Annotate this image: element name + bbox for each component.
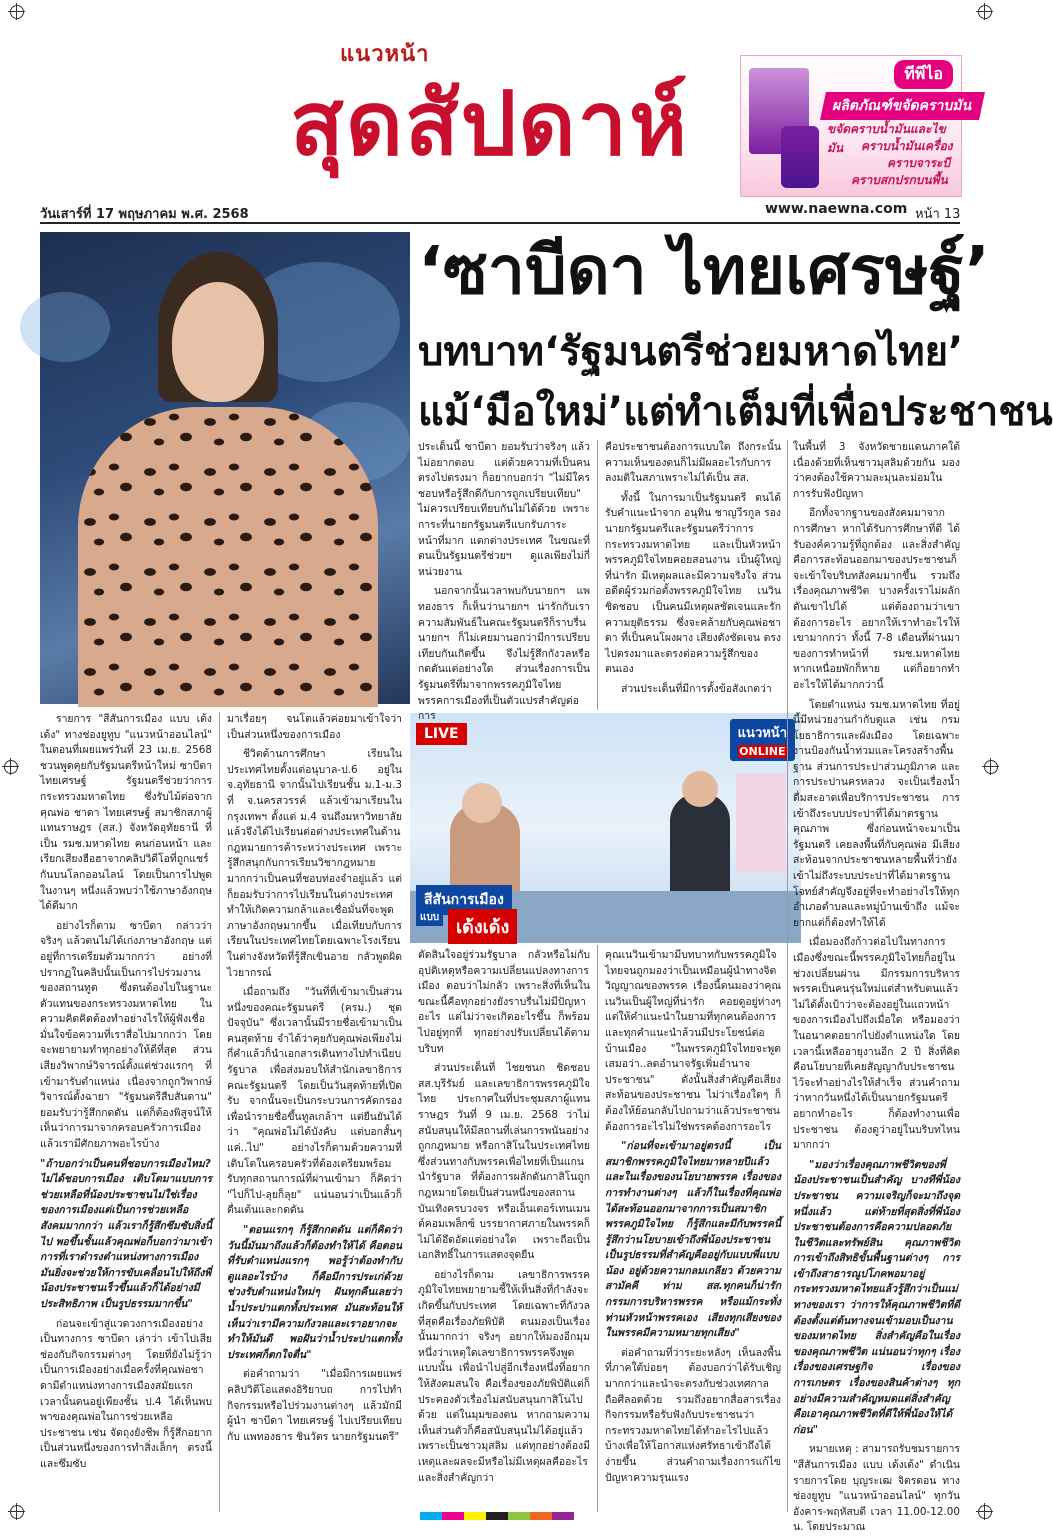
paragraph: ตัดสินใจอยู่ร่วมรัฐบาล กลัวหรือไม่กับอุปติเหตุหรือความเปลี่ยนแปลงทางการเมือง ตอบว่าไม่กลัว เพราะสิ่งที่เห็นในขณะนี้คือทุกอย่างยังราบรื่นไม่มีปัญหาอะไร แต่ไม่ว่าจะเกิดอะไรขึ้น ก็พร้อมไปอยู่ทุกที่ ทุกอย่างปรับเปลี่ยนได้ตามบริบท — [418, 949, 590, 1055]
ad-line-2: คราบน้ำมันเครื่อง — [861, 139, 953, 153]
pull-quote: "ถ้าบอกว่าเป็นคนที่ชอบการเมืองไหม? ไม่ได้ชอบการเมือง เติบโตมาแบบการช่วยเหลือที่น้องประชาชนไม่ใช่เรื่องของการเมืองแต่เป็นการช่วยเหลือสังคมมากกว่า แล้วเราก็รู้สึกซึมซับสิ่งนี้ไป พอขึ้นชั้นแล้วคุณพ่อก็บอกว่ามาเข้าการที่เราดำรงตำแหน่งทางการเมืองมันยิ่งจะช่วยให้การขับเคลื่อนไปให้ถึงพี่น้องประชาชนเร็วขึ้นแล้วก็ได้อย่างมีประสิทธิภาพ เป็นรูปธรรมมากขึ้น" — [40, 1157, 212, 1310]
website-link[interactable]: www.naewna.com — [765, 201, 908, 217]
footnote: หมายเหตุ : สามารถรับชมรายการ "สีสันการเมือง แบบ เด้งเด้ง" ดำเนินรายการโดย บุญระเฒ จิตรดอน ทางช่องยูทูบ "แนวหน้าออนไลน์" ทุกวันอังคาร-พฤหัสบดี เวลา 11.00-12.00 น. โดยประมาณ — [793, 1443, 960, 1534]
paragraph: ต่อคำถามที่ว่าระยะหลังๆ เห็นลงพื้นที่ภาคใต้บ่อยๆ ต้องบอกว่าได้รับเชิญมากกว่าและนำจะตรงกับช่วงเทศกาลถือศีลอดด้วย รวมถึงอยากสื่อสารเรื่องกิจกรรมหรือรับฟังกับประชาชนว่ากระทรวงมหาดไทยได้ทำอะไรไปแล้วบ้างเพื่อให้โอกาสแห่งศรัทธาเข้าถึงได้ง่ายขึ้น ส่วนคำถามเรื่องการแก้ไขปัญหาความรุนแรง — [605, 1346, 781, 1484]
article-column-5 — [793, 440, 960, 1534]
registration-mark — [978, 5, 992, 19]
registration-mark — [984, 760, 998, 774]
paragraph: นอกจากนั้นเวลาพบกับนายกฯ แพทองธาร ก็เห็นว่านายกฯ น่ารักกับเราความสัมพันธ์ในคณะรัฐมนตรีก็ราบรื่น นายกฯ ก็ไม่เคยมานอกว่ามีการเปรียบเทียบกันเกิดขึ้น จึงไม่รู้สึกกังวลหรือกดดันแต่อย่างใด ส่วนเรื่องการเป็นรัฐมนตรีที่มาจากพรรคภูมิใจไทยพรรคการเมืองที่เป็นตัวแปรสำคัญต่อการ — [418, 585, 590, 723]
pull-quote: "ตอนแรกๆ ก็รู้สึกกดดัน แต่ก็คิดว่าวันนี้มันมาถึงแล้วก็ต้องทำให้ได้ คือตอนที่รับตำแหน่งแรกๆ พอรู้ว่าต้องทำกับดูแลอะไรบ้าง ก็คือมีการประเก่ด้วย ช่วงรับตำแหน่งใหม่ๆ ฝันทุกคืนเลยว่าน้ำประปาแตกทั้งประเทศ มันสะท้อนให้เห็นว่าเรามีความกังวลและเราอยากจะทำให้มันดี พอฝันว่าน้ำประปาแตกทั้งประเทศก็ตกใจตื่น" — [227, 1224, 402, 1361]
tv-logo-bottom: ONLINE — [739, 745, 786, 758]
registration-mark — [4, 760, 18, 774]
ad-line-3: คราบจาระบี — [887, 156, 951, 170]
ad-product-jug — [781, 126, 819, 188]
paragraph: มาเรื่อยๆ จนโตแล้วค่อยมาเข้าใจว่าเป็นส่วนหนึ่งของการเมือง — [227, 713, 402, 741]
ad-line-4: คราบสกปรกบนพื้น — [851, 173, 948, 187]
registration-mark — [978, 1505, 992, 1519]
masthead-rule — [40, 222, 960, 224]
paragraph: ประเด็นนี้ ซาบีดา ยอมรับว่าจริงๆ แล้วไม่อยากตอบ แต่ด้วยความที่เป็นคนตรงไปตรงมา ก็อยากบอกว่า "ไม่มีใครชอบหรือรู้สึกดีกับการถูกเปรียบเทียบ" ไม่ควรเปรียบเทียบกันไม่ได้ด้วย เพราะการะที่นายกรัฐมนตรีแบกรับภาระหน้าที่มาก แตกต่างประเทศ ในขณะที่ตนเป็นรัฐมนตรีช่วยฯ ดูแลเพียงไม่กี่หน่วยงาน — [418, 441, 590, 578]
ad-tagline: ผลิตภัณฑ์ขจัดคราบมัน — [820, 92, 985, 120]
paragraph: อย่างไรก็ตาม เลขาธิการพรรคภูมิใจไทยพยายามชี้ให้เห็นสิ่งที่กำลังจะเกิดขึ้นกับประเทศ โดยเฉพาะที่กังวลที่สุดคือเรื่องภัยพิบัติ ตนมองเป็นเรื่องนั้นมากกว่า จริงๆ อยากให้มองอีกมุมหนึ่งว่าเหตุใดเลขาธิการพรรคจึงพูดแบบนั้น เพื่อนำไปสู่อีกเรื่องหนึ่งที่อยากให้สังคมสนใจ คือเรื่องของภัยพิบัติแต่ก็ประคองตัวเรื่องไม่สนับสนุนกาสิโนไปด้วย แต่ในมุมของตน หากถามความเห็นส่วนตัวก็คือสนับสนุนไม่ได้อยู่แล้วเพราะเป็นชาวมุสลิม แต่ทุกอย่างต้องมีเหตุและผลจะมีหรือไม่มีเหตุผลคืออะไร และสิ่งสำคัญกว่า — [418, 1268, 590, 1484]
masthead-kicker: แนวหน้า — [340, 42, 430, 67]
issue-date: วันเสาร์ที่ 17 พฤษภาคม พ.ศ. 2568 — [40, 207, 249, 222]
paragraph: เมื่อมองถึงก้าวต่อไปในทางการเมืองซึ่งขณะนี้พรรคภูมิใจไทยก็อยู่ในช่วงเปลี่ยนผ่าน มีกรรมการบริหารพรรคเป็นคนรุ่นใหม่แต่สำหรับตนแล้วไม่ได้ตั้งเป้าว่าจะต้องอยู่ในแถวหน้าของการเมืองไปถึงเมื่อใด หรือมองว่าในอนาคตอยากไปยังตำแหน่งใด โดยเวลานี้เหลืออายุงานอีก 2 ปี สิ่งที่คิดคือนโยบายที่เคยสัญญากับประชาชนไว้จะทำอย่างไรให้สำเร็จ ส่วนคำถามว่าหากวันหนึ่งได้เป็นนายกรัฐมนตรีอยากทำอะไร ก็ต้องทำงานเพื่อประชาชน ต้องดูว่าอยู่ในบริบทไหนมากกว่า — [793, 936, 960, 1152]
ad-brand: ทีพีไอ — [894, 60, 953, 89]
column-divider — [597, 945, 598, 1512]
paragraph: คือประชาชนต้องการแบบใด ถึงกระนั้นความเห็นของตนก็ไม่มีผลอะไรกับการลงมติในสภาเพราะไม่ได้เป็น สส. — [605, 441, 781, 485]
registration-mark — [10, 1505, 24, 1519]
tv-banner-small: แบบ — [416, 909, 443, 926]
paragraph: ต่อคำถามว่า "เมื่อมีการเผยแพร่คลิปวิดีโอแสดงอิริยาบถ การไปทำกิจกรรมหรือไปร่วมงานต่างๆ แล้วมักมีผู้นำ ซาบีดา ไทยเศรษฐ์ ไปเปรียบเทียบกับ แพทองธาร ชินวัตร นายกรัฐมนตรี" — [227, 1368, 402, 1443]
live-badge: LIVE — [416, 723, 467, 745]
paragraph: คุณเนวินเข้ามามีบทบาทกับพรรคภูมิใจไทยจนถูกมองว่าเป็นเหมือนผู้นำทางจิตวิญญาณของพรรค เรื่องนี้ตนมองว่าคุณเนวินเป็นผู้ใหญ่ที่น่ารัก คอยดูอยู่ห่างๆ แต่ให้คำแนะนำในยามที่ทุกคนต้องการ และทุกคำแนะนำล้วนมีประโยชน์ต่อบ้านเมือง "ในพรรคภูมิใจไทยจะพูดเสมอว่า..ลดอำนาจรัฐเพิ่มอำนาจประชาชน" ดังนั้นสิ่งสำคัญคือเสียงสะท้อนของประชาชน ไม่ว่าเรื่องใดๆ ก็ต้องให้ย้อนกลับไปถามว่าแล้วประชาชนต้องการอะไรไม่ใช่พรรคต้องการอะไร — [605, 949, 781, 1133]
article-column-4-bottom — [605, 948, 781, 1508]
pull-quote: "มองว่าเรื่องคุณภาพชีวิตของพี่น้องประชาชนเป็นสำคัญ บางทีพี่น้องประชาชน ความเจริญก็จะมาถึงจุดหนึ่งแล้ว แต่ท้ายที่สุดสิ่งที่พี่น้องประชาชนต้องการคือความปลอดภัยในชีวิตและทรัพย์สิน คุณภาพชีวิต การเข้าถึงสิทธิขั้นพื้นฐานต่างๆ การเข้าถึงสาธารณูปโภคพอมาอยู่กระทรวงมหาดไทยแล้วรู้สึกว่าเป็นแม่ทางของเรา ว่าการให้คุณภาพชีวิตที่ดีต้องตั้งแต่ต้นทางจนเข้ามอบเป็นงานของมหาดไทย สิ่งสำคัญคือในเรื่องของคุณภาพชีวิต แน่นอนว่าทุกๆ เรื่อง เรื่องของเศรษฐกิจ เรื่องของการเกษตร เรื่องของสินค้าต่างๆ ทุกอย่างมีความสำคัญหมดแต่สิ่งสำคัญคือเอาคุณภาพชีวิตที่ดีให้พี่น้องให้ได้ก่อน" — [793, 1158, 960, 1436]
paragraph: ก่อนจะเข้าสู่แวดวงการเมืองอย่างเป็นทางการ ซาบีดา เล่าว่า เข้าไปเสียช่องกับกิจกรรมต่างๆ โดยที่ยังไม่รู้ว่าเป็นการเมืองอย่างเมื่อครั้งที่คุณพ่อชาดามีตำแหน่งทางการเมืองสมัยแรก เวลานั้นตนอยู่เพียงชั้น ป.4 ได้เห็นพบพาของคุณพ่อในการช่วยเหลือประชาชน เช่น จัดถุงยังชีพ ก็รู้สึกอยากเป็นส่วนหนึ่งของการทำสิ่งเล็กๆ ตรงนี้ และซึมซับ — [40, 1317, 212, 1470]
color-bar — [420, 1512, 574, 1520]
paragraph: ในพื้นที่ 3 จังหวัดชายแดนภาคใต้ เนื่องด้วยที่เห็นชาวมุสลิมด้วยกัน มองว่าคงต้องใช้ความละมุนละม่อมในการรับฟังปัญหา — [793, 441, 960, 500]
paragraph: ชีวิตด้านการศึกษา เรียนในประเทศไทยตั้งแต่อนุบาล-ป.6 อยู่ใน จ.อุทัยธานี จากนั้นไปเรียนชั้น ม.1-ม.3 ที่ จ.นครสวรรค์ แล้วเข้ามาเรียนในกรุงเทพฯ ตั้งแต่ ม.4 จนถึงมหาวิทยาลัย แล้วจึงได้ไปเรียนต่อต่างประเทศในด้านกฎหมายการค้าระหว่างประเทศ เพราะรู้สึกสนุกกับการเรียนวิชากฎหมายมากกว่าเป็นคนที่ชอบท่องจำอยู่แล้ว แต่ก็ยอมรับว่าการไปเรียนในต่างประเทศทำให้เกิดความกล้าและเชื่อมั่นที่จะพูดภาษาอังกฤษมากขึ้น เมื่อเทียบกับการเรียนในประเทศไทยโดยเฉพาะโรงเรียนในต่างจังหวัดที่รู้สึกเขินอาย กลัวพูดผิดไวยากรณ์ — [227, 748, 402, 979]
article-column-4-top — [605, 440, 781, 710]
article-column-1 — [40, 712, 212, 1507]
tv-banner-top: สีสันการเมือง — [416, 885, 512, 915]
paragraph: อีกทั้งจากฐานของสังคมมาจากการศึกษา หากได้รับการศึกษาที่ดี ได้รับองค์ความรู้ที่ถูกต้อง และสิ่งสำคัญคือการสะท้อนออกมาของประชาชนก็จะเข้าใจบริบทสังคมมากขึ้น รวมถึงเรื่องคุณภาพชีวิต บางครั้งเราไม่ผลักดันเขาไปได้ แต่ต้องถามว่าเขาต้องการอะไร อยากให้เราทำอะไรให้เขามากกว่า ทั้งนี้ 7-8 เดือนที่ผ่านมาของการทำหน้าที่ รมช.มหาดไทย หากเหนื่อยพักก็หาย แต่ก็อยากทำอะไรให้ได้มากกว่านี้ — [793, 507, 960, 691]
advertisement[interactable] — [740, 55, 974, 197]
headline-sub-1: บทบาท‘รัฐมนตรีช่วยมหาดไทย’ — [418, 329, 964, 375]
headline-sub-2: แม้‘มือใหม่’แต่ทำเต็มที่เพื่อประชาชน — [418, 389, 1053, 435]
main-photo — [40, 232, 410, 704]
headline-main: ‘ซาบีดา ไทยเศรษฐ์’ — [418, 232, 990, 309]
paragraph: อย่างไรก็ตาม ซาบีดา กล่าวว่า จริงๆ แล้วตนไม่ได้เก่งภาษาอังกฤษ แต่อยู่ที่การเตรียมตัวมากกว่า อย่างที่ปรากฏในคลิปนั้นเป็นการไปร่วมงานของสถานทูต ซึ่งตนต้องไปในฐานะตัวแทนของกระทรวงมหาดไทย ในความคิดคิดต้องทำอย่างไรให้ผู้ฟังเชื่อมั่นใจข้อความที่เราสื่อไปมากกว่า โดยจะพยายามทำทุกอย่างให้ดีที่สุด ส่วนเสียงวิพากษ์วิจารณ์ตั้งแต่ช่วงแรกๆ ที่เข้ามารับตำแหน่ง เนื่องจากถูกวิพากษ์วิจารณ์ตั้งฉายา "รัฐมนตรีสืบสันดาน" ยอมรับว่ารู้สึกกดดัน แต่ก็ต้องพิสูจน์ให้เห็นว่าการมาจากครอบครัวการเมืองแล้วเรามีศักยภาพอะไรบ้าง — [40, 919, 212, 1151]
tv-banner-bottom: เด้งเด้ง — [448, 909, 517, 944]
tv-photo — [410, 713, 801, 943]
paragraph: รายการ "สีสันการเมือง แบบ เด้งเด้ง" ทางช่องยูทูบ "แนวหน้าออนไลน์" ในตอนที่เผยแพร่วันที่ 23 เม.ย. 2568 ชวนพูดคุยกับรัฐมนตรีหน้าใหม่ ซาบีดา ไทยเศรษฐ์ รัฐมนตรีช่วยว่าการกระทรวงมหาดไทย ซึ่งรับไม้ต่อจากคุณพ่อ ชาดา ไทยเศรษฐ์ สมาชิกสภาผู้แทนราษฎร (สส.) จังหวัดอุทัยธานี ที่เป็น รมช.มหาดไทย คนก่อนหน้า และเรียกเสียงฮือฮาจากคลิปวิดีโอที่ถูกแชร์กันบนโลกออนไลน์ โดยเป็นการไปพูดในงานๆ หนึ่งแล้วพบว่าใช้ภาษาอังกฤษได้ดีมาก — [40, 713, 212, 913]
masthead-brand: สุดสัปดาห์ — [290, 72, 689, 175]
pull-quote: "ก่อนที่จะเข้ามาอยู่ตรงนี้ เป็นสมาชิกพรรคภูมิใจไทยมาหลายปีแล้วและในเรื่องของนโยบายพรรค เรื่องของการทำงานต่างๆ แล้วก็ในเรื่องที่คุณพ่อได้สะท้อนออกมาจากการเป็นสมาชิกพรรคภูมิใจไทย ก็รู้สึกและมีกับพรรคนี้ รู้สึกว่านโยบายเข้าถึงพี่น้องประชาชนเป็นรูปธรรมที่สำคัญคืออยู่กับแบบพี่แบบน้อง อยู่ด้วยความกลมเกลียว ด้วยความสามัคคี ท่าม สส.ทุกคนก็น่ารัก กรรมการบริหารพรรค หรือแม้กระทั่งท่านหัวหน้าพรรคเอง เสียงทุกเสียงของในพรรคมีความหมายทุกเสียง" — [605, 1140, 781, 1340]
tv-logo — [730, 719, 795, 761]
ad-line-1: ขจัดคราบน้ำมันและไขมัน — [827, 122, 946, 155]
paragraph: ส่วนประเด็นที่มีการตั้งข้อสังเกตว่า — [621, 682, 772, 695]
page-number: หน้า 13 — [915, 207, 961, 222]
column-divider — [597, 440, 598, 710]
paragraph: เมื่อถามถึง "วันที่ที่เข้ามาเป็นส่วนหนึ่งของคณะรัฐมนตรี (ครม.) ชุดปัจจุบัน" ซึ่งเวลานั้นมีรายชื่อเข้ามาเป็นคนสุดท้าย จำได้ว่าคุยกับคุณพ่อเพียงไม่กี่คำแล้วก็นำเอกสารเดินทางไปทำเนียบรัฐบาล เพื่อส่งมอบให้สำนักเลขาธิการคณะรัฐมนตรี โดยเป็นวันสุดท้ายที่เปิดรับ จากนั้นจะเป็นกระบวนการคัดกรองเพื่อนำรายชื่อขึ้นทูลเกล้าฯ แต่ยืนยันได้ว่า "คุณพ่อไม่ได้บังคับ แต่บอกสั้นๆ แค่..ไป" อย่างไรก็ตามด้วยความที่เติบโตในครอบครัวที่ต้องเตรียมพร้อมรับทุกสถานการณ์ที่ผ่านเข้ามา ก็คิดว่า "ไปก็ไป-ลุยก็ลุย" แน่นอนว่าเป็นแล้วก็ตื่นเต้นและกดดัน — [227, 986, 402, 1217]
column-divider — [787, 440, 788, 1512]
tv-logo-top: แนวหน้า — [737, 726, 787, 741]
article-column-2 — [227, 712, 402, 1507]
article-column-3-bottom — [418, 948, 590, 1508]
paragraph: โดยตำแหน่ง รมช.มหาดไทย ที่อยู่นี้มีหน่วยงานกำกับดูแล เช่น กรมโยธาธิการและผังเมือง โดยเฉพาะงานป้องกันน้ำท่วมและโครงสร้างพื้นฐาน ส่วนการประปาส่วนภูมิภาค และการประปานครหลวง จะเป็นเรื่องน้ำดื่มสะอาดเพื่อบริการประชาชน การเข้าถึงระบบประปาที่ได้มาตรฐานคุณภาพ ซึ่งก่อนหน้าจะมาเป็นรัฐมนตรี เคยลงพื้นที่กับคุณพ่อ มีเสียงสะท้อนจากประชาชนหลายพื้นที่ว่ายังเข้าไม่ถึงระบบประปาที่ได้มาตรฐาน โจทย์สำคัญจึงอยู่ที่จะทำอย่างไรให้ทุกอำเภอตำบลและหมู่บ้านเข้าถึง แม้จะยากแต่ก็ต้องทำให้ได้ — [793, 698, 960, 929]
paragraph: ทั้งนี้ ในการมาเป็นรัฐมนตรี ตนได้รับคำแนะนำจาก อนุทิน ชาญวีรกูล รองนายกรัฐมนตรีและรัฐมนตรีว่าการกระทรวงมหาดไทย และเป็นหัวหน้าพรรคภูมิใจไทยคอยสอนงาน เป็นผู้ใหญ่ที่น่ารัก มีเหตุผลและมีความจริงใจ ส่วนอดีตผู้ร่วมก่อตั้งพรรคภูมิใจไทย เนวิน ชิดชอบ เป็นคนมีเหตุผลชัดเจนและรักความยุติธรรม ซึ่งจะคล้ายกับคุณพ่อชาดา ที่เป็นคนโผงผาง เสียงดังชัดเจน ตรงไปตรงมาและตรงต่อความรู้สึกของตนเอง — [605, 491, 781, 676]
paragraph: ส่วนประเด็นที่ ไชยชนก ชิดชอบ สส.บุรีรัมย์ และเลขาธิการพรรคภูมิใจไทย ประกาศในที่ประชุมสภาผู้แทนราษฎร วันที่ 9 เม.ย. 2568 ว่าไม่สนับสนุนให้มีสถานที่เล่นการพนันอย่างถูกกฎหมาย หรือกาสิโนในประเทศไทย ซึ่งส่วนทางกับพรรคเพื่อไทยที่เป็นแกนนำรัฐบาล ที่ต้องการผลักดันกาสิโนถูกกฎหมายโดยเป็นส่วนหนึ่งของสถานบันเทิงครบวงจร หรือเอ็นเตอร์เทนเมนต์คอมเพล็กซ์ บรรยากาศภายในพรรคก็ไม่ได้อึดอัดแต่อย่างใด เพราะถือเป็นเอกสิทธิ์ในการแสดงจุดยืน — [418, 1062, 590, 1262]
article-column-3-top — [418, 440, 590, 723]
registration-mark — [10, 5, 24, 19]
column-divider — [219, 712, 220, 1512]
